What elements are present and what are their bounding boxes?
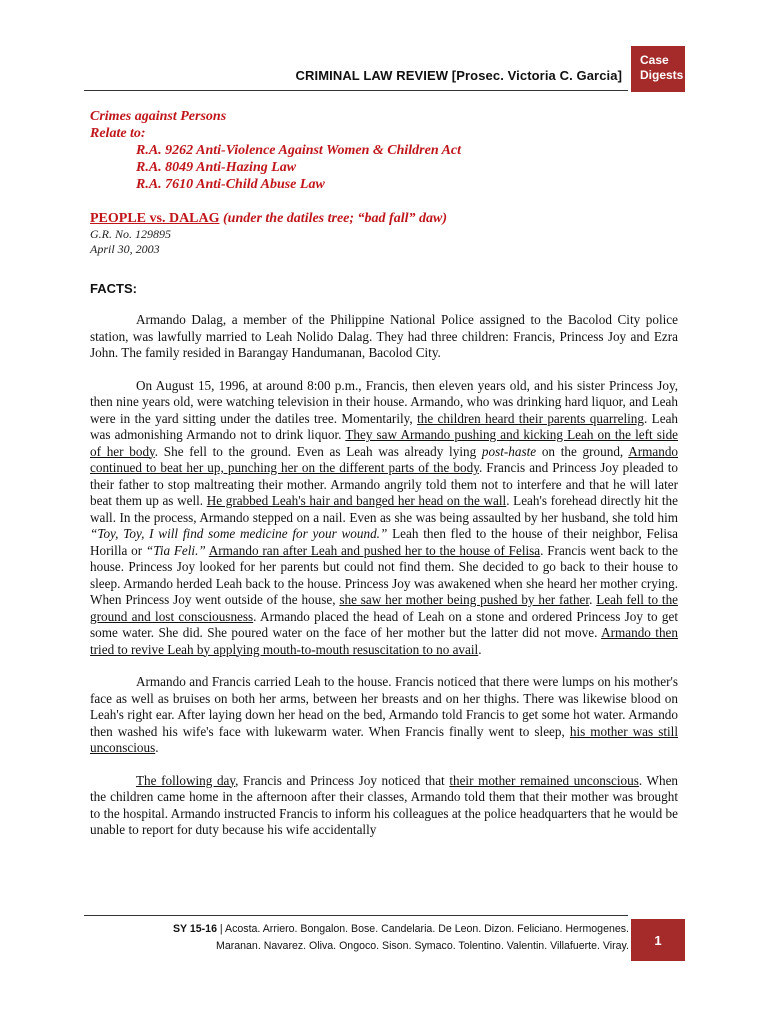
tag-line-2: Digests — [640, 68, 684, 82]
case-date: April 30, 2003 — [90, 242, 160, 256]
relate-item-2: R.A. 8049 Anti-Hazing Law — [136, 160, 297, 175]
p2-italic: post-haste — [481, 443, 537, 459]
header-rule — [84, 90, 628, 91]
p2-underline: Leah fell to the ground and lost consciousness — [90, 592, 679, 624]
p2-text: on the ground, — [536, 443, 629, 459]
p2-text: . Leah was admonishing Armando not to drink liquor. — [90, 410, 679, 442]
footer-rule — [84, 915, 628, 916]
p2-underline: Armando continued to beat her up, punching her on the different parts of the body — [90, 443, 679, 475]
p2-underline: Armando ran after Leah and pushed her to the house of Felisa — [208, 542, 541, 558]
header-title: CRIMINAL LAW REVIEW [Prosec. Victoria C. Garcia] — [295, 68, 622, 83]
paragraph-4 — [90, 773, 678, 839]
page-header — [0, 0, 768, 100]
p2-text: Leah then fled to the house of their neighbor, Felisa Horilla or — [90, 526, 679, 558]
footer-names-line-2: Maranan. Navarez. Oliva. Ongoco. Sison. Symaco. Tolentino. Valentin. Villafuerte. Viray. — [216, 940, 629, 952]
p2-text: . Francis went back to the house. Princess Joy looked for her parents but could not find them. She decided to go back to their house to sleep. Armando herded Leah back to the house. Princess Joy was awakened when she heard her mother crying. When Princess Joy went outside of the house, — [90, 542, 678, 607]
p3-underline: his mother was still unconscious — [90, 723, 678, 755]
p2-underline: the children heard their parents quarreling — [417, 410, 644, 426]
p2-text: On August 15, 1996, at around 8:00 p.m., Francis, then eleven years old, and his sister Princess Joy, then nine years old, were watching television in their house. Armando, who was drinking hard liquor, and Leah were in the yard sitting under the datiles tree. Momentarily, — [90, 377, 678, 426]
footer-names — [84, 921, 629, 955]
section-title: Crimes against Persons — [90, 109, 227, 124]
school-year: SY 15-16 — [172, 923, 217, 935]
footer-names-line-1: Acosta. Arriero. Bongalon. Bose. Candelaria. De Leon. Dizon. Feliciano. Hermogenes. — [225, 923, 629, 935]
p4-text: , Francis and Princess Joy noticed that — [235, 772, 450, 788]
paragraph-3 — [90, 674, 678, 757]
p4-underline: The following day — [136, 772, 236, 788]
paragraph-2 — [90, 378, 678, 659]
facts-heading: FACTS: — [90, 281, 137, 296]
p4-text: . When the children came home in the afternoon after their classes, Armando told them that their mother was brought to the hospital. Armando instructed Francis to inform his colleagues at the police headquarters that he would be unable to report for duty because his wife accidentally — [90, 772, 679, 837]
tag-line-1: Case — [640, 53, 669, 67]
paragraph-1: Armando Dalag, a member of the Philippine National Police assigned to the Bacolod City police station, was lawfully married to Leah Nolido Dalag. They had three children: Francis, Princess Joy and Ezra John. The family resided in Barangay Handumanan, Bacolod City. — [90, 312, 678, 360]
relate-item-1: R.A. 9262 Anti-Violence Against Women & Children Act — [136, 143, 462, 158]
p2-underline: she saw her mother being pushed by her father — [339, 592, 590, 607]
case-description: (under the datiles tree; “bad fall” daw) — [219, 211, 448, 226]
p2-text: . — [478, 641, 482, 657]
p2-text: . — [589, 592, 597, 607]
p2-italic: “Tia Feli.” — [145, 542, 206, 558]
p2-text: . She fell to the ground. Even as Leah was already lying — [154, 443, 482, 459]
p2-text: . Armando placed the head of Leah on a stone and ordered Princess Joy to get some water. She did. She poured water on the face of her mother but the latter did not move. — [90, 608, 678, 640]
p2-underline: They saw Armando pushing and kicking Leah on the left side of her body — [90, 427, 679, 459]
p4-underline: their mother remained unconscious — [449, 772, 639, 788]
p2-text: . Francis and Princess Joy pleaded to their father to stop maltreating their mother. Armando angrily told them not to interfere and that he will later beat them up as well. — [90, 460, 679, 508]
p3-text: . — [155, 740, 159, 755]
footer-line-1 — [84, 921, 629, 938]
p2-underline: He grabbed Leah's hair and banged her head on the wall — [206, 493, 507, 508]
p2-italic: “Toy, Toy, I will find some medicine for your wound.” — [90, 526, 388, 541]
page-number: 1 — [631, 919, 685, 961]
p2-text: . Leah's forehead directly hit the wall. In the process, Armando stepped on a nail. Even as she was being assaulted by her husband, she told him — [90, 493, 678, 525]
case-digests-tag — [631, 46, 685, 92]
p3-text: Armando and Francis carried Leah to the house. Francis noticed that there were lumps on his mother's face as well as bruises on both her arms, between her breasts and on her thighs. There was likewise blood on Leah's right ear. After laying down her head on the bed, Armando told Francis to get some hot water. Armando then washed his wife's face with lukewarm water. When Francis finally went to sleep, — [90, 674, 678, 739]
gr-number: G.R. No. 129895 — [90, 227, 171, 241]
relate-label: Relate to: — [90, 126, 146, 141]
footer-separator: | — [216, 923, 226, 935]
p2-underline: Armando then tried to revive Leah by applying mouth-to-mouth resuscitation to no avail — [90, 625, 678, 657]
document-body — [90, 108, 678, 839]
relate-item-3: R.A. 7610 Anti-Child Abuse Law — [136, 177, 325, 192]
case-name: PEOPLE vs. DALAG — [90, 211, 220, 226]
case-title — [90, 210, 678, 227]
